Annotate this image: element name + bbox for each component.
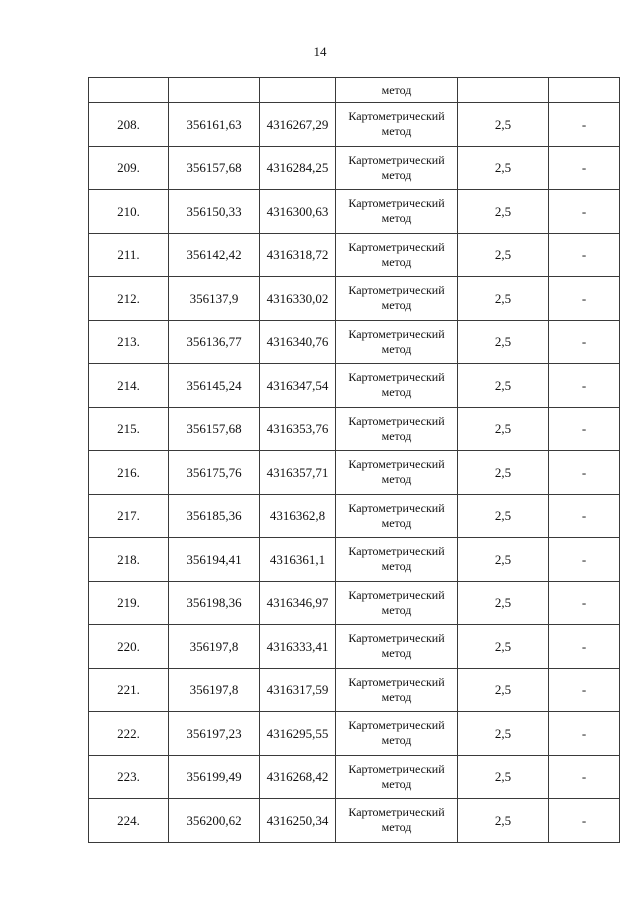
method-line-1: Картометрический (348, 326, 445, 341)
method-line-2: метод (381, 646, 412, 661)
cell-x: 356175,76 (169, 451, 260, 495)
cell-y: 4316361,1 (260, 538, 336, 582)
cell-x: 356150,33 (169, 190, 260, 234)
method-line-1: Картометрический (348, 631, 445, 646)
table-row (89, 538, 620, 582)
cell-x: 356137,9 (169, 277, 260, 321)
method-line-1: Картометрический (348, 805, 445, 820)
cell-note: - (549, 407, 620, 451)
cell-x: 356197,8 (169, 668, 260, 712)
cell-x: 356157,68 (169, 407, 260, 451)
method-line-2: метод (381, 820, 412, 835)
cell-accuracy: 2,5 (458, 581, 549, 625)
cell-note: - (549, 451, 620, 495)
table-row (89, 668, 620, 712)
cell-method (336, 407, 458, 451)
cell-method: метод (336, 78, 458, 103)
method-line-1: Картометрический (348, 761, 445, 776)
cell-num: 208. (89, 103, 169, 147)
coordinates-table (88, 77, 620, 843)
cell-num: 219. (89, 581, 169, 625)
cell-y: 4316330,02 (260, 277, 336, 321)
cell-accuracy: 2,5 (458, 755, 549, 799)
method-line-2: метод (381, 124, 412, 139)
cell-note: - (549, 581, 620, 625)
cell-accuracy: 2,5 (458, 799, 549, 843)
cell-accuracy (458, 78, 549, 103)
page-number: 14 (313, 44, 327, 59)
cell-y: 4316347,54 (260, 364, 336, 408)
cell-method (336, 668, 458, 712)
table-row (89, 407, 620, 451)
cell-method (336, 364, 458, 408)
cell-method (336, 277, 458, 321)
cell-method (336, 146, 458, 190)
cell-accuracy: 2,5 (458, 494, 549, 538)
cell-num (89, 78, 169, 103)
table-row (89, 451, 620, 495)
table-row (89, 103, 620, 147)
method-line-1: Картометрический (348, 718, 445, 733)
cell-accuracy: 2,5 (458, 320, 549, 364)
method-line-1: Картометрический (348, 283, 445, 298)
cell-note: - (549, 320, 620, 364)
cell-x: 356198,36 (169, 581, 260, 625)
cell-method (336, 538, 458, 582)
cell-num: 209. (89, 146, 169, 190)
cell-accuracy: 2,5 (458, 233, 549, 277)
cell-y: 4316346,97 (260, 581, 336, 625)
cell-accuracy: 2,5 (458, 190, 549, 234)
method-line-2: метод (381, 559, 412, 574)
cell-num: 210. (89, 190, 169, 234)
cell-accuracy: 2,5 (458, 625, 549, 669)
cell-y: 4316362,8 (260, 494, 336, 538)
method-line-2: метод (381, 167, 412, 182)
cell-accuracy: 2,5 (458, 146, 549, 190)
method-line-1: Картометрический (348, 587, 445, 602)
method-line-2: метод (381, 689, 412, 704)
cell-num: 217. (89, 494, 169, 538)
cell-accuracy: 2,5 (458, 364, 549, 408)
continuation-row (89, 78, 620, 103)
cell-y: 4316267,29 (260, 103, 336, 147)
cell-y: 4316333,41 (260, 625, 336, 669)
method-line-1: Картометрический (348, 674, 445, 689)
cell-method (336, 799, 458, 843)
cell-num: 212. (89, 277, 169, 321)
cell-num: 224. (89, 799, 169, 843)
cell-x: 356197,23 (169, 712, 260, 756)
method-line-1: Картометрический (348, 196, 445, 211)
method-line-2: метод (381, 341, 412, 356)
table-row (89, 233, 620, 277)
cell-note: - (549, 625, 620, 669)
cell-num: 213. (89, 320, 169, 364)
cell-num: 218. (89, 538, 169, 582)
cell-note: - (549, 103, 620, 147)
cell-y: 4316318,72 (260, 233, 336, 277)
cell-accuracy: 2,5 (458, 277, 549, 321)
cell-y: 4316295,55 (260, 712, 336, 756)
cell-method (336, 581, 458, 625)
cell-y (260, 78, 336, 103)
cell-method (336, 103, 458, 147)
cell-x: 356197,8 (169, 625, 260, 669)
cell-y: 4316340,76 (260, 320, 336, 364)
cell-num: 216. (89, 451, 169, 495)
cell-x (169, 78, 260, 103)
table-row (89, 625, 620, 669)
cell-num: 223. (89, 755, 169, 799)
cell-method (336, 451, 458, 495)
cell-note: - (549, 364, 620, 408)
method-line-1: Картометрический (348, 109, 445, 124)
cell-note: - (549, 233, 620, 277)
cell-method (336, 233, 458, 277)
cell-note: - (549, 799, 620, 843)
cell-accuracy: 2,5 (458, 712, 549, 756)
cell-method (336, 755, 458, 799)
method-line-1: Картометрический (348, 152, 445, 167)
table-row (89, 320, 620, 364)
cell-num: 221. (89, 668, 169, 712)
method-line-2: метод (381, 602, 412, 617)
cell-num: 211. (89, 233, 169, 277)
table-body (89, 78, 620, 843)
cell-y: 4316357,71 (260, 451, 336, 495)
method-line-1: Картометрический (348, 457, 445, 472)
cell-note: - (549, 494, 620, 538)
cell-y: 4316250,34 (260, 799, 336, 843)
cell-note: - (549, 712, 620, 756)
cell-y: 4316268,42 (260, 755, 336, 799)
cell-x: 356200,62 (169, 799, 260, 843)
cell-accuracy: 2,5 (458, 668, 549, 712)
table-row (89, 799, 620, 843)
cell-x: 356157,68 (169, 146, 260, 190)
method-line-2: метод (381, 428, 412, 443)
method-line-2: метод (381, 211, 412, 226)
cell-num: 220. (89, 625, 169, 669)
method-line-1: Картометрический (348, 239, 445, 254)
cell-note: - (549, 538, 620, 582)
cell-note: - (549, 668, 620, 712)
cell-x: 356185,36 (169, 494, 260, 538)
method-line-2: метод (381, 733, 412, 748)
method-line-2: метод (381, 385, 412, 400)
cell-accuracy: 2,5 (458, 407, 549, 451)
method-line-1: Картометрический (348, 413, 445, 428)
method-line-2: метод (381, 298, 412, 313)
cell-note: - (549, 146, 620, 190)
method-line-1: Картометрический (348, 370, 445, 385)
cell-y: 4316284,25 (260, 146, 336, 190)
cell-accuracy: 2,5 (458, 103, 549, 147)
cell-num: 214. (89, 364, 169, 408)
cell-method (336, 494, 458, 538)
cell-x: 356194,41 (169, 538, 260, 582)
table-row (89, 581, 620, 625)
method-line-1: Картометрический (348, 544, 445, 559)
cell-y: 4316317,59 (260, 668, 336, 712)
cell-num: 222. (89, 712, 169, 756)
table-row (89, 755, 620, 799)
table-row (89, 190, 620, 234)
cell-method (336, 712, 458, 756)
method-line-2: метод (381, 254, 412, 269)
cell-accuracy: 2,5 (458, 538, 549, 582)
cell-note: - (549, 190, 620, 234)
cell-y: 4316353,76 (260, 407, 336, 451)
cell-accuracy: 2,5 (458, 451, 549, 495)
table-row (89, 277, 620, 321)
cell-method (336, 190, 458, 234)
cell-x: 356145,24 (169, 364, 260, 408)
cell-x: 356136,77 (169, 320, 260, 364)
table-row (89, 712, 620, 756)
table-row (89, 364, 620, 408)
table-row (89, 146, 620, 190)
cell-y: 4316300,63 (260, 190, 336, 234)
method-line-2: метод (381, 776, 412, 791)
cell-note: - (549, 755, 620, 799)
cell-x: 356161,63 (169, 103, 260, 147)
cell-method (336, 320, 458, 364)
cell-note: - (549, 277, 620, 321)
cell-method (336, 625, 458, 669)
method-line-1: Картометрический (348, 500, 445, 515)
cell-note (549, 78, 620, 103)
cell-x: 356199,49 (169, 755, 260, 799)
method-line-2: метод (381, 515, 412, 530)
method-line-2: метод (381, 472, 412, 487)
table-row (89, 494, 620, 538)
cell-x: 356142,42 (169, 233, 260, 277)
cell-num: 215. (89, 407, 169, 451)
